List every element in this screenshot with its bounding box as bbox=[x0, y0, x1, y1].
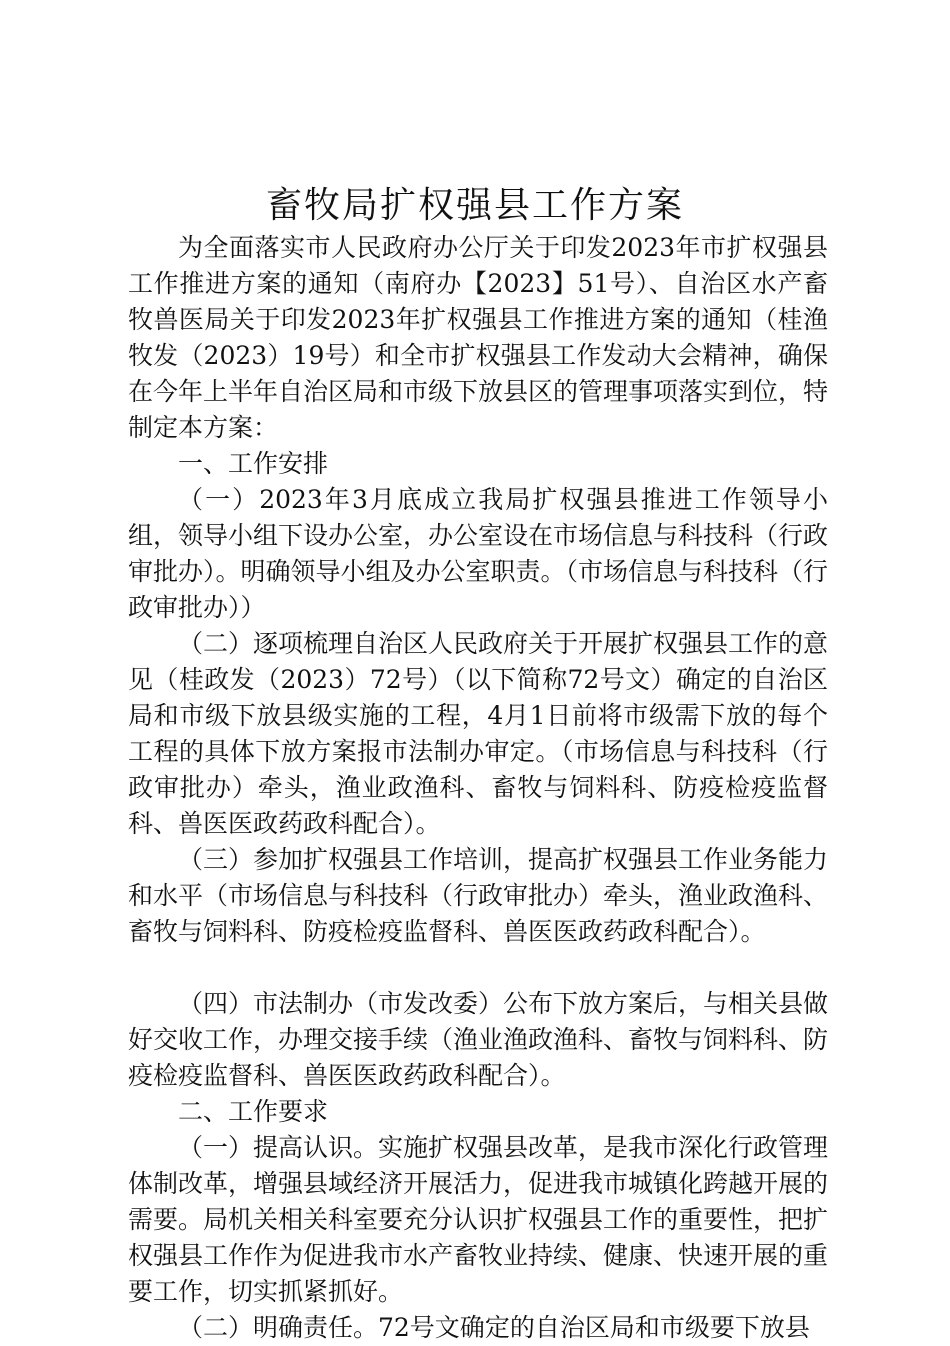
requirement-item-2: （二）明确责任。72号文确定的自治区局和市级要下放县 bbox=[178, 1313, 810, 1342]
arrangement-item-1: （一）2023年3月底成立我局扩权强县推进工作领导小组，领导小组下设办公室，办公室设在市场信息与科技科（行政审批办）。明确领导小组及办公室职责。（市场信息与科技科（行政审批办）） bbox=[128, 485, 829, 622]
document-title: 畜牧局扩权强县工作方案 bbox=[265, 185, 684, 226]
document-body bbox=[128, 230, 828, 1346]
section-heading-work-arrangement: 一、工作安排 bbox=[178, 449, 329, 478]
section-heading-work-requirements: 二、工作要求 bbox=[178, 1097, 329, 1126]
requirement-item-1: （一）提高认识。实施扩权强县改革，是我市深化行政管理体制改革，增强县域经济开展活力，促进我市城镇化跨越开展的需要。局机关相关科室要充分认识扩权强县工作的重要性，把扩权强县工作作为促进我市水产畜牧业持续、健康、快速开展的重要工作，切实抓紧抓好。 bbox=[128, 1133, 829, 1306]
arrangement-item-4: （四）市法制办（市发改委）公布下放方案后，与相关县做好交收工作，办理交接手续（渔业渔政渔科、畜牧与饲料科、防疫检疫监督科、兽医医政药政科配合）。 bbox=[128, 989, 829, 1090]
intro-paragraph: 为全面落实市人民政府办公厅关于印发2023年市扩权强县工作推进方案的通知（南府办【2023】51号）、自治区水产畜牧兽医局关于印发2023年扩权强县工作推进方案的通知（桂渔牧发（2023）19号）和全市扩权强县工作发动大会精神，确保在今年上半年自治区局和市级下放县区的管理事项落实到位，特制定本方案： bbox=[128, 233, 829, 442]
arrangement-item-3: （三）参加扩权强县工作培训，提高扩权强县工作业务能力和水平（市场信息与科技科（行政审批办）牵头，渔业政渔科、畜牧与饲料科、防疫检疫监督科、兽医医政药政科配合）。 bbox=[128, 845, 829, 946]
arrangement-item-2: （二）逐项梳理自治区人民政府关于开展扩权强县工作的意见（桂政发（2023）72号）（以下简称72号文）确定的自治区局和市级下放县级实施的工程，4月1日前将市级需下放的每个工程的具体下放方案报市法制办审定。（市场信息与科技科（行政审批办）牵头，渔业政渔科、畜牧与饲料科、防疫检疫监督科、兽医医政药政科配合）。 bbox=[128, 629, 829, 838]
